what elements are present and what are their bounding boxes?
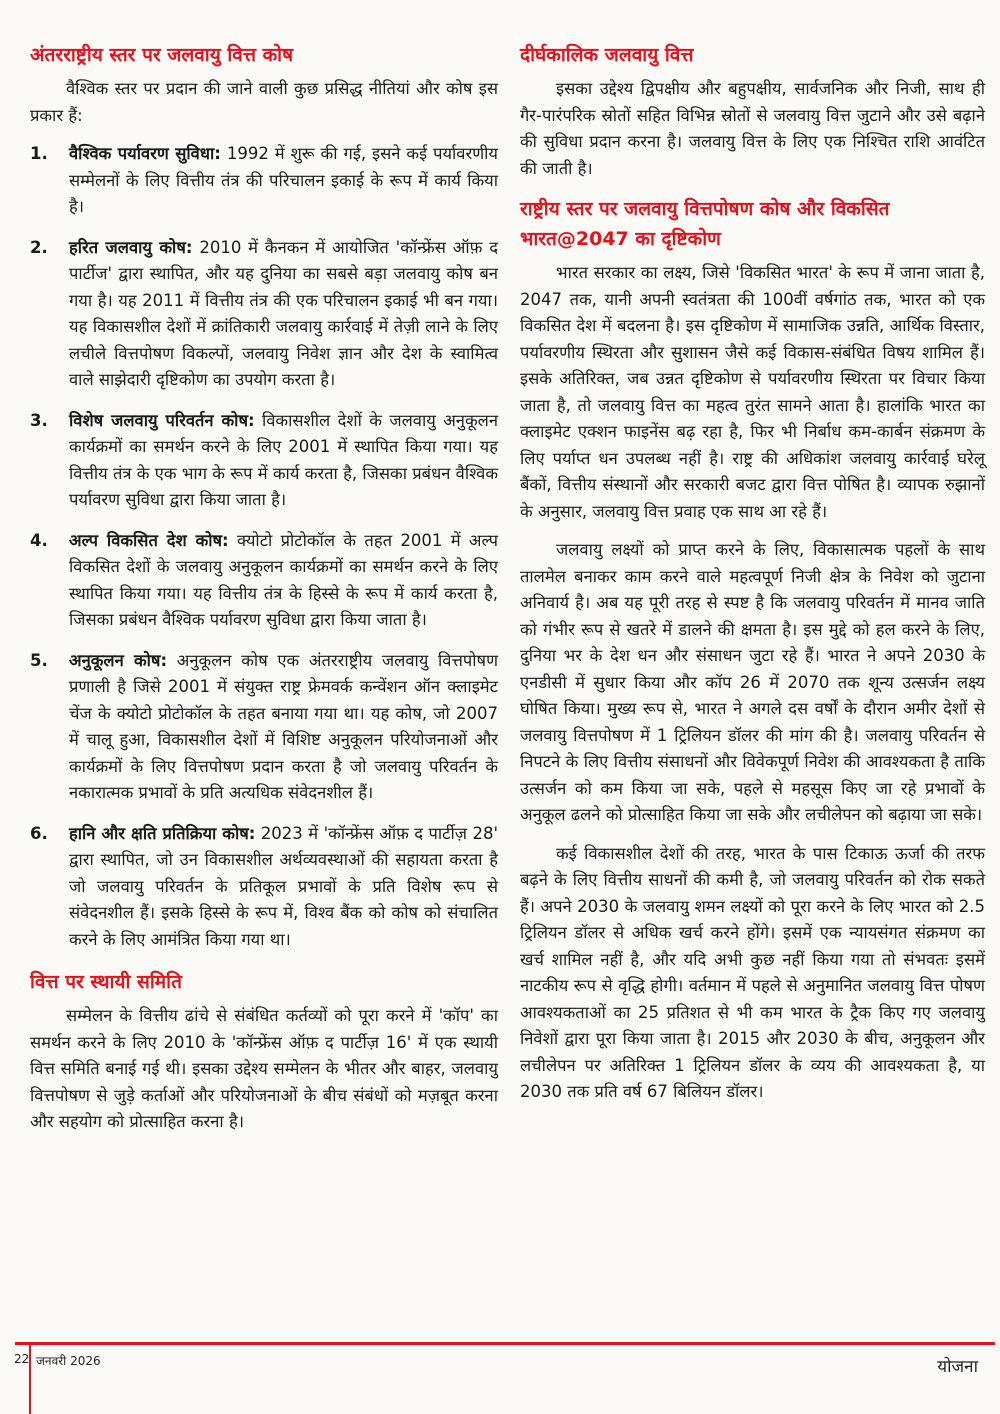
list-number: 5. [30, 650, 48, 670]
list-item-title: हरित जलवायु कोष: [69, 237, 193, 257]
footer-vertical-divider [29, 1344, 31, 1414]
magazine-name: योजना [937, 1357, 978, 1377]
list-item [30, 141, 498, 221]
list-item-text: 2010 में कैनकन में आयोजित 'कॉन्फ्रेंस ऑफ़ द पार्टीज' द्वारा स्थापित, और यह दुनिया का सबसे बड़ा जलवायु कोष बन गया है। यह 2011 में वित्तीय तंत्र की एक परिचालन इकाई भी बन गया। यह विकासशील देशों में क्रांतिकारी जलवायु कार्रवाई में तेज़ी लाने के लिए लचीले वित्तपोषण विकल्पों, जलवायु निवेश ज्ञान और देश के स्वामित्व वाले साझेदारी दृष्टिकोण का उपयोग करता है। [69, 237, 498, 389]
page-number: 22 [14, 1352, 30, 1366]
list-number: 3. [30, 410, 48, 430]
list-item [30, 408, 498, 514]
list-item-title: विशेष जलवायु परिवर्तन कोष: [69, 410, 255, 430]
issue-date: जनवरी 2026 [36, 1354, 101, 1368]
list-item-text: 2023 में 'कॉन्फ्रेंस ऑफ़ द पार्टीज़ 28' द्वारा स्थापित, जो उन विकासशील अर्थव्यवस्थाओं की सहायता करता है जो जलवायु परिवर्तन के प्रतिकूल प्रभावों के प्रति विशेष रूप से संवेदनशील हैं। इसके हिस्से के रूप में, विश्व बैंक को कोष को संचालित करने के लिए आमंत्रित किया गया था। [69, 823, 498, 949]
list-item-title: अल्प विकसित देश कोष: [69, 530, 229, 550]
list-item-text: क्योटो प्रोटोकॉल के तहत 2001 में अल्प विकसित देशों के जलवायु अनुकूलन कार्यक्रमों का समर्थन करने के लिए स्थापित किया गया। यह वित्तीय तंत्र के हिस्से के रूप में कार्य करता है, जिसका प्रबंधन वैश्विक पर्यावरण सुविधा द्वारा किया जाता है। [69, 530, 498, 629]
list-item [30, 235, 498, 394]
funds-list [30, 141, 498, 953]
list-number: 1. [30, 144, 48, 163]
section-heading-viksit-bharat: राष्ट्रीय स्तर पर जलवायु वित्तपोषण कोष और विकसित भारत@2047 का दृष्टिकोण [520, 198, 890, 250]
body-paragraph: कई विकासशील देशों की तरह, भारत के पास टिकाऊ ऊर्जा की तरफ बढ़ने के लिए वित्तीय साधनों की कमी है, जो जलवायु परिवर्तन को रोक सकते हैं। अपने 2030 के जलवायु शमन लक्ष्यों को पूरा करने के लिए भारत को 2.5 ट्रिलियन डॉलर से अधिक खर्च करने होंगे। इसमें एक न्यायसंगत संक्रमण का खर्च शामिल नहीं है, और यदि अभी कुछ नहीं किया गया तो संभवतः इसमें नाटकीय रूप से वृद्धि होगी। वर्तमान में पहले से अनुमानित जलवायु वित्त पोषण आवश्यकताओं का 25 प्रतिशत से भी कम भारत के ट्रैक किए गए जलवायु निवेशों द्वारा पूरा किया जाता है। 2015 और 2030 के बीच, अनुकूलन और लचीलेपन पर अतिरिक्त 1 ट्रिलियन डॉलर के व्यय की आवश्यकता है, या 2030 तक प्रति वर्ष 67 बिलियन डॉलर। [520, 843, 985, 1101]
body-paragraph: भारत सरकार का लक्ष्य, जिसे 'विकसित भारत' के रूप में जाना जाता है, 2047 तक, यानी अपनी स्वतंत्रता की 100वीं वर्षगांठ तक, भारत को एक विकसित देश में बदलना है। इस दृष्टिकोण में सामाजिक उन्नति, आर्थिक विस्तार, पर्यावरणीय स्थिरता और सुशासन जैसे कई विकास-संबंधित विषय शामिल हैं। इसके अतिरिक्त, जब उन्नत दृष्टिकोण से पर्यावरणीय स्थिरता पर विचार किया जाता है, तो जलवायु वित्त का महत्व तुरंत सामने आता है। हालांकि भारत का क्लाइमेट एक्शन फाइनेंस बढ़ रहा है, फिर भी निर्बाध कम-कार्बन संक्रमण के लिए पर्याप्त धन उपलब्ध नहीं है। राष्ट्र की अधिकांश जलवायु कार्रवाई घरेलू बैंकों, वित्तीय संस्थानों और सरकारी बजट द्वारा वित्त पोषित है। व्यापक रुझानों के अनुसार, जलवायु वित्त प्रवाह एक साथ आ रहे हैं। [520, 263, 985, 521]
standing-committee-paragraph: सम्मेलन के वित्तीय ढांचे से संबंधित कर्तव्यों को पूरा करने में 'कॉप' का समर्थन करने के लिए 2010 के 'कॉन्फ्रेंस ऑफ़ द पार्टीज़ 16' में एक स्थायी वित्त समिति बनाई गई थी। इसका उद्देश्य सम्मेलन के भीतर और बाहर, जलवायु वित्तपोषण से जुड़े कर्ताओं और परियोजनाओं के बीच संबंधों को मज़बूत करना और सहयोग को प्रोत्साहित करना है। [30, 1006, 498, 1131]
list-item [30, 648, 498, 807]
right-column [520, 40, 985, 1118]
list-item-title: हानि और क्षति प्रतिक्रिया कोष: [69, 823, 256, 843]
list-item [30, 821, 498, 954]
list-number: 6. [30, 823, 48, 843]
list-item-text: अनुकूलन कोष एक अंतरराष्ट्रीय जलवायु वित्तपोषण प्रणाली है जिसे 2001 में संयुक्त राष्ट्र फ्रेमवर्क कन्वेंशन ऑन क्लाइमेट चेंज के क्योटो प्रोटोकॉल के तहत बनाया गया था। यह कोष, जो 2007 में चालू हुआ, विकासशील देशों में विशिष्ट अनुकूलन परियोजनाओं और कार्यक्रमों के लिए वित्तपोषण प्रदान करता है जो जलवायु परिवर्तन के नकारात्मक प्रभावों के प्रति अत्यधिक संवेदनशील हैं। [69, 650, 498, 802]
list-item-text: 1992 में शुरू की गई, इसने कई पर्यावरणीय सम्मेलनों के लिए वित्तीय तंत्र की परिचालन इकाई के रूप में कार्य किया है। [69, 144, 499, 216]
section-heading-international-funds: अंतरराष्ट्रीय स्तर पर जलवायु वित्त कोष [30, 44, 294, 66]
section-heading-standing-committee: वित्त पर स्थायी समिति [30, 971, 182, 993]
left-column [30, 40, 498, 1148]
intro-paragraph: वैश्विक स्तर पर प्रदान की जाने वाली कुछ प्रसिद्ध नीतियां और कोष इस प्रकार हैं: [30, 79, 498, 125]
list-item-text: विकासशील देशों के जलवायु अनुकूलन कार्यक्रमों का समर्थन करने के लिए 2001 में स्थापित किया गया। यह वित्तीय तंत्र के एक भाग के रूप में कार्य करता है, जिसका प्रबंधन वैश्विक पर्यावरण सुविधा द्वारा किया जाता है। [69, 410, 498, 509]
list-number: 2. [30, 237, 48, 257]
list-item-title: अनुकूलन कोष: [69, 650, 168, 670]
list-item [30, 528, 498, 634]
list-item-title: वैश्विक पर्यावरण सुविधा: [69, 144, 221, 163]
footer-divider [15, 1342, 995, 1345]
body-paragraph: जलवायु लक्ष्यों को प्राप्त करने के लिए, विकासात्मक पहलों के साथ तालमेल बनाकर काम करने वाले महत्वपूर्ण निजी क्षेत्र के निवेश को जुटाना अनिवार्य है। अब यह पूरी तरह से स्पष्ट है कि जलवायु परिवर्तन में मानव जाति को गंभीर रूप से खतरे में डालने की क्षमता है। इस मुद्दे को हल करने के लिए, दुनिया भर के देश धन और संसाधन जुटा रहे हैं। भारत ने अपने 2030 के एनडीसी में सुधार किया और कॉप 26 में 2070 तक शून्य उत्सर्जन लक्ष्य घोषित किया। मुख्य रूप से, भारत ने अगले दस वर्षों के दौरान अमीर देशों से जलवायु वित्तपोषण में 1 ट्रिलियन डॉलर की मांग की है। जलवायु परिवर्तन से निपटने के लिए वित्तीय संसाधनों और विवेकपूर्ण निवेश की आवश्यकता है ताकि उत्सर्जन को कम किया जा सके, पहले से महसूस किए जा रहे प्रभावों के अनुकूल ढलने को प्रोत्साहित किया जा सके और लचीलेपन को बढ़ाया जा सके। [520, 540, 985, 824]
section-heading-long-term-finance: दीर्घकालिक जलवायु वित्त [520, 44, 694, 66]
list-number: 4. [30, 530, 48, 550]
long-term-finance-paragraph: इसका उद्देश्य द्विपक्षीय और बहुपक्षीय, सार्वजनिक और निजी, साथ ही गैर-पारंपरिक स्रोतों सहित विभिन्न स्रोतों से जलवायु वित्त जुटाने और उसे बढ़ाने की सुविधा प्रदान करना है। जलवायु वित्त के लिए एक निश्चित राशि आवंटित की जाती है। [520, 79, 985, 178]
